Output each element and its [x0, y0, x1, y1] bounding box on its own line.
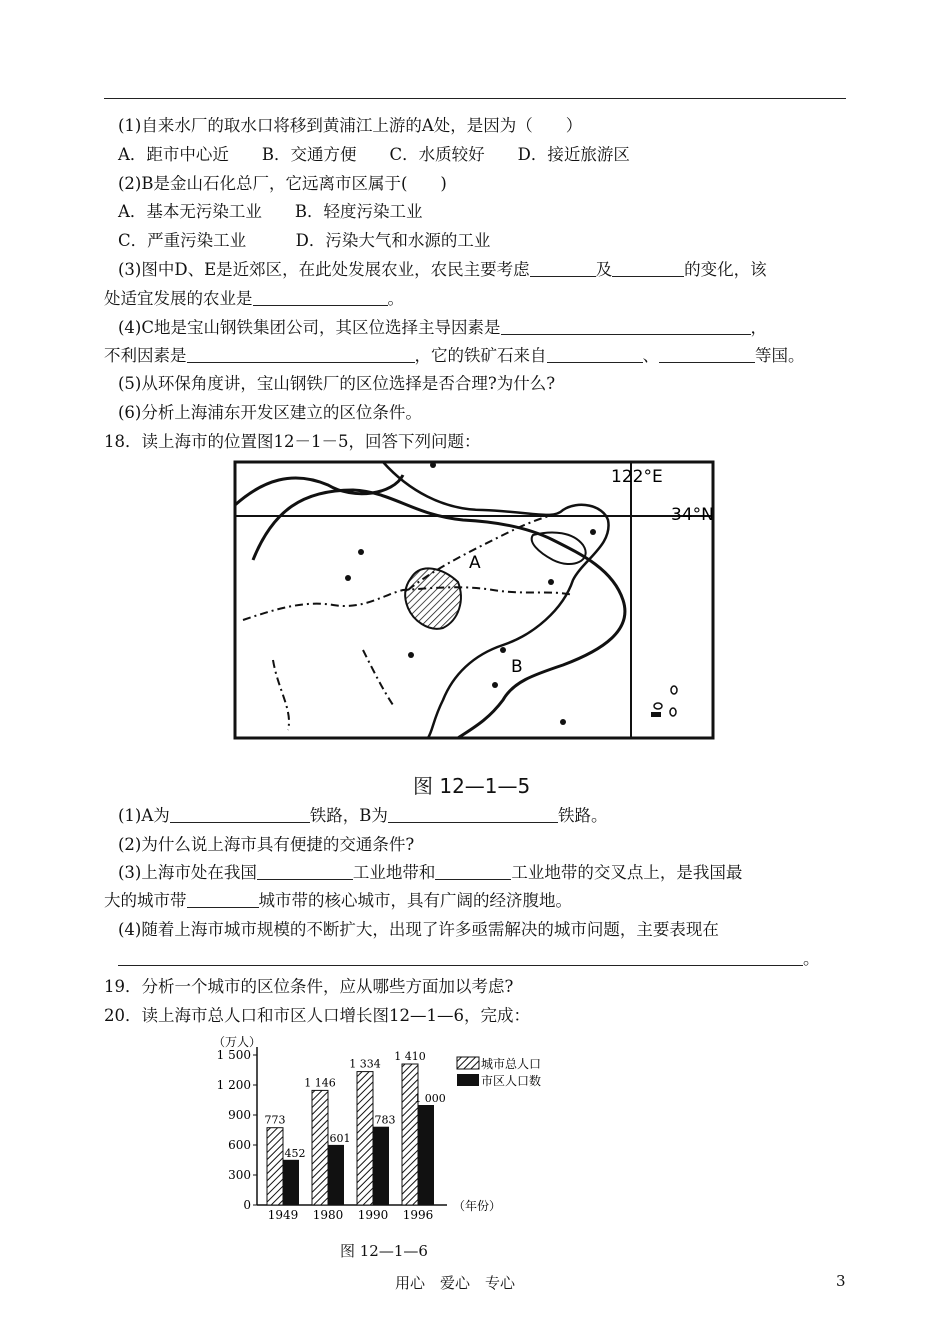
- data-label-total: 773: [264, 1113, 286, 1127]
- answer-blank[interactable]: [257, 863, 353, 880]
- q17-sub4: [118, 317, 767, 339]
- answer-blank[interactable]: [501, 318, 751, 335]
- data-label-total: 1 146: [304, 1076, 336, 1090]
- q17-sub5: (5)从环保角度讲，宝山钢铁厂的区位选择是否合理?为什么?: [118, 374, 556, 393]
- q17-sub3-text-b: 及: [595, 260, 613, 279]
- answer-blank[interactable]: [187, 891, 259, 908]
- y-tick-label: 900: [228, 1108, 251, 1122]
- q18-sub2: (2)为什么说上海市具有便捷的交通条件?: [118, 835, 415, 854]
- legend-total: 城市总人口: [481, 1057, 542, 1071]
- city-dot: [492, 682, 498, 688]
- figure-caption-map: 图 12—1—5: [413, 774, 531, 798]
- q17-sub3-cont: [104, 288, 404, 310]
- small-island: [670, 708, 676, 716]
- q18-sub4-end: 。: [803, 949, 820, 968]
- bar-total-1980: [312, 1090, 328, 1205]
- map-label-b: B: [511, 657, 523, 677]
- q17-sub3-text-e: 。: [387, 289, 404, 308]
- q18-sub1-text-b: 铁路，B为: [309, 806, 388, 825]
- footer-motto: 用心 爱心 专心: [395, 1274, 516, 1292]
- city-dot: [430, 462, 436, 468]
- answer-blank[interactable]: [435, 863, 511, 880]
- answer-blank[interactable]: [187, 346, 415, 363]
- q17-sub4-text-c: 不利因素是: [104, 346, 187, 365]
- x-tick-label: 1996: [402, 1208, 434, 1222]
- data-label-urban: 601: [329, 1131, 351, 1145]
- small-island: [654, 703, 662, 709]
- q18-sub4: (4)随着上海市城市规模的不断扩大，出现了许多亟需解决的城市问题，主要表现在: [118, 920, 719, 939]
- q17-sub4-text-b: ，: [750, 318, 767, 337]
- q17-sub3-text-d: 处适宜发展的农业是: [104, 289, 253, 308]
- island-shape: [532, 532, 586, 564]
- y-tick-label: 300: [228, 1168, 251, 1182]
- q18-sub3-text-a: (3)上海市处在我国: [118, 863, 257, 882]
- data-label-urban: 1 000: [414, 1092, 446, 1105]
- bar-total-1949: [267, 1128, 283, 1205]
- y-axis-label: （万人）: [213, 1035, 262, 1049]
- figure-caption-chart: 图 12—1—6: [340, 1242, 428, 1260]
- city-dot: [408, 652, 414, 658]
- population-bar-chart: [205, 1030, 542, 1260]
- answer-blank[interactable]: [547, 346, 643, 363]
- q18-sub1: [118, 805, 607, 827]
- data-label-total: 1 334: [349, 1057, 381, 1071]
- x-tick-label: 1980: [312, 1208, 344, 1222]
- q17-sub2-options-1: A．基本无污染工业 B．轻度污染工业: [118, 202, 423, 221]
- q18-sub3-text-c: 工业地带的交叉点上，是我国最: [511, 863, 743, 882]
- legend-urban: 市区人口数: [481, 1074, 542, 1088]
- q18-sub3-text-b: 工业地带和: [352, 863, 436, 882]
- q17-sub4-text-e: 、: [642, 346, 659, 365]
- answer-blank[interactable]: [612, 260, 684, 277]
- bar-urban-1949: [283, 1160, 299, 1205]
- q17-sub4-cont: [104, 345, 805, 367]
- q17-sub3-text-a: (3)图中D、E是近郊区，在此处发展农业，农民主要考虑: [118, 260, 530, 279]
- x-tick-label: 1949: [267, 1208, 299, 1222]
- bar-total-1990: [357, 1072, 373, 1205]
- q18-sub1-text-a: (1)A为: [118, 806, 170, 825]
- q18-sub3-text-e: 城市带的核心城市，具有广阔的经济腹地。: [258, 891, 572, 910]
- y-tick-label: 1 500: [216, 1048, 251, 1062]
- q18-sub4-cont: [118, 948, 820, 970]
- answer-blank[interactable]: [388, 806, 558, 823]
- x-axis-label: （年份）: [453, 1199, 502, 1213]
- latitude-label: 34°N: [671, 505, 714, 525]
- answer-blank[interactable]: [253, 289, 388, 306]
- map-frame: [235, 462, 713, 738]
- city-dot: [500, 647, 506, 653]
- q17-sub3-text-c: 的变化，该: [684, 260, 767, 279]
- q19-text: 19．分析一个城市的区位条件，应从哪些方面加以考虑?: [104, 977, 514, 996]
- x-tick-label: 1990: [357, 1208, 389, 1222]
- answer-blank[interactable]: [170, 806, 310, 823]
- q17-sub2: (2)B是金山石化总厂，它远离市区属于( ): [118, 174, 447, 193]
- data-label-total: 1 410: [394, 1050, 426, 1063]
- shanghai-location-map: [233, 460, 715, 740]
- q17-sub2-options-2: C．严重污染工业 D．污染大气和水源的工业: [118, 231, 491, 250]
- q17-sub4-text-a: (4)C地是宝山钢铁集团公司，其区位选择主导因素是: [118, 318, 501, 337]
- city-dot: [548, 579, 554, 585]
- shanghai-urban-area: [405, 568, 461, 628]
- bar-urban-1990: [373, 1127, 389, 1205]
- small-island: [671, 686, 677, 694]
- q17-sub4-text-f: 等国。: [755, 346, 805, 365]
- answer-blank[interactable]: [530, 260, 596, 277]
- q18-sub3-cont: [104, 890, 572, 912]
- q18-sub1-text-c: 铁路。: [557, 806, 608, 825]
- answer-blank[interactable]: [118, 949, 803, 966]
- longitude-label: 122°E: [611, 467, 663, 487]
- answer-blank[interactable]: [659, 346, 755, 363]
- legend-swatch-urban: [457, 1074, 479, 1086]
- y-tick-label: 1 200: [216, 1078, 251, 1092]
- y-tick-label: 600: [228, 1138, 251, 1152]
- city-dot: [345, 575, 351, 581]
- q17-sub6: (6)分析上海浦东开发区建立的区位条件。: [118, 403, 422, 422]
- page-number: 3: [836, 1272, 846, 1290]
- data-label-urban: 452: [284, 1146, 306, 1160]
- small-island: [651, 712, 661, 717]
- q18-sub3: [118, 862, 742, 884]
- legend-swatch-total: [457, 1057, 479, 1069]
- y-tick-label: 0: [243, 1198, 251, 1212]
- q18-sub3-text-d: 大的城市带: [104, 891, 187, 910]
- q18-title: 18．读上海市的位置图12－1－5，回答下列问题：: [104, 432, 481, 451]
- city-dot: [590, 529, 596, 535]
- data-label-urban: 783: [374, 1113, 396, 1127]
- q17-sub1-options: A．距市中心近 B．交通方便 C．水质较好 D．接近旅游区: [118, 145, 630, 164]
- q17-sub4-text-d: ，它的铁矿石来自: [414, 346, 547, 365]
- bar-urban-1980: [328, 1145, 344, 1205]
- q20-text: 20．读上海市总人口和市区人口增长图12—1—6，完成：: [104, 1006, 530, 1025]
- city-dot: [358, 549, 364, 555]
- bar-total-1996: [402, 1064, 418, 1205]
- map-label-a: A: [469, 553, 481, 573]
- header-rule: [104, 98, 846, 99]
- q17-sub3: [118, 259, 767, 281]
- city-dot: [560, 719, 566, 725]
- bar-urban-1996: [418, 1105, 434, 1205]
- q17-sub1: (1)自来水厂的取水口将移到黄浦江上游的A处，是因为（ ）: [118, 116, 583, 135]
